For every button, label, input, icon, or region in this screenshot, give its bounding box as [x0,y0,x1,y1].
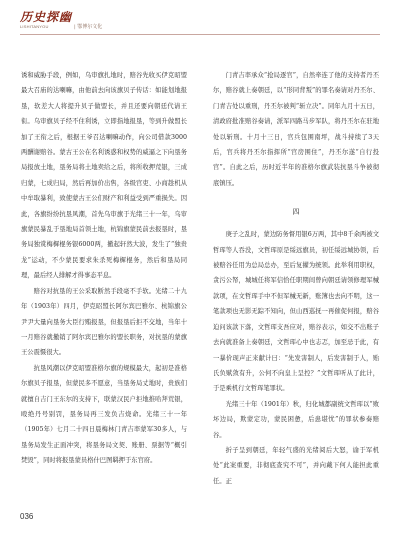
paragraph: 门青吉率承众“抢局逐官”，自然牵连了他的支持者丹丕尔，赔谷就上奏朝廷，以“形同背叛”的罪名奏请对丹丕尔、门青吉处以重刑，丹丕尔被判“斩立决”。同年九月十五日，清政府批准赔谷奏请，派军四路马步军队，将丹丕尔在驻地处以斩刑。十月十三日，官兵包围南坪，战斗持续了3天后，官兵将丹丕尔指挥所“官房围住”，丹丕尔遂“自行投官”。自此之后，历时近半年的准格尔旗武装抗垦斗争被彻底镇压。 [213,72,379,187]
paragraph: 光绪三十年（1901年）秋，归化城都副统文哲珲以“败坏边局，欺蒙定功，蒙民困惫，后患堪忧”的罪状参奏赔谷。 [213,400,379,439]
paragraph: 抗垦风潮以伊克昭盟准格尔旗的规模最大，起初是准格尔旗贝子报垦，但蒙民多不愿意，当垦务局丈地时，贵族们就擅自吉门王东尔的支持下，联蒙汉民户拒地推哈拜荒银，殴绝丹号别罚，垦务局再三发负吉烧命。光绪三十一年（1905年）七月二十四日晨梅林门青吉率蒙军30多人，与垦务局发生正面冲突，将垦务局文契、账册、票据等“概引焚毁”，同时将报垦蒙员格什巴图羁押于东官府。 [21,364,187,465]
page-header [20,6,400,36]
page-number: 036 [20,512,34,521]
paragraph: 赔谷对抗垦的王公采取断然手段毫不手软。光绪二十九年（1903年）四月，伊克昭盟长阿尔宾巴雅尔、杭锦旗公尹尹大量向垦务大臣行贿报垦，但报垦后拒不交地，当年十一月赔谷就撤销了阿尔宾巴雅尔的盟长职务，对抗垦的蒙旗王公震慑很大。 [21,287,187,357]
section-number: 四 [292,208,300,217]
header-divider [20,34,380,35]
section-title: 历史探幽 [20,10,73,24]
section-subtitle-cn: | 鄂博尔文化 [74,24,103,30]
section-subtitle-en: LISHITANYOU [20,24,49,29]
paragraph: 折子呈到朝廷，年轻气盛的光绪阅后大怒，谕于军机处“此案重要，非彻底查究不可”，并向戴下何人能担此重任。正 [213,446,379,485]
paragraph: 庚子之乱时，蒙边防务督用银6万两，其中8千余两被文哲珲等人吞没，文哲珲原是绥远旗员，初任绥远城协领，后被赔谷任用为总局总办，至后复擢为统领。此举利用职权，贪污公帑，城城任将军信恰任职期间曾向朝廷请领修理军械款项，在文哲珲手中不但军械无新，账簿也去向不明，这一笔款项也无影无踪不知向，但山西巡抚一再催促何报，赔谷迫问该款下落，文哲珲支吾应对，赔谷表示，如交不出账子去向就准备上奏朝廷，文哲珲心中也志忑，加至忌于此，有一暴价现声正来献计曰：“先发害制人，后发害制于人，贻氏负赋敛有升，公何不向皇上呈控？”文哲珲听从了此计，于是乘机行文哲珲笔罪状。 [213,231,379,393]
paragraph: 诱和威胁手段，例如，乌审旗扎地时，赔谷先收买伊克昭盟最大召庙的达喇嘛，由他前去向该旗贝子传话：如能划地报垦，软差大人将提升贝子做盟长，并且还要向朝廷代请王衔。乌审旗贝子经不住利诱，立即指地报垦，等到升做盟长加了王衔之后，根据王爷召达喇嘛动作，向公司借款3000两酬谢赔谷。蒙古王公在名利诱惑和权势的威逼之下向垦务局报放土地，垦务局将土地卖给之后，将所收押荒银，三成归蒙，七成归局，然后再加价出售，各级官吏、小商趁机从中牟取暴利，致使蒙古王公们财产和利益受到严重损失。因此，各旗纷纷抗垦风潮，首先乌审旗于光绪三十一年，乌审旗蒙民暴乱于垦地局首领土地，杭锦旗蒙民前去报垦时，垦务局独赏梅樨棍务银6000两，撤起轩然大波，发生了“独贵龙”运动，不少蒙民要求朱杀死梅樨棍务，然后和垦局同理，最后经人排解才得事态平息。 [21,72,187,280]
left-column [21,68,187,469]
right-column [213,68,379,489]
